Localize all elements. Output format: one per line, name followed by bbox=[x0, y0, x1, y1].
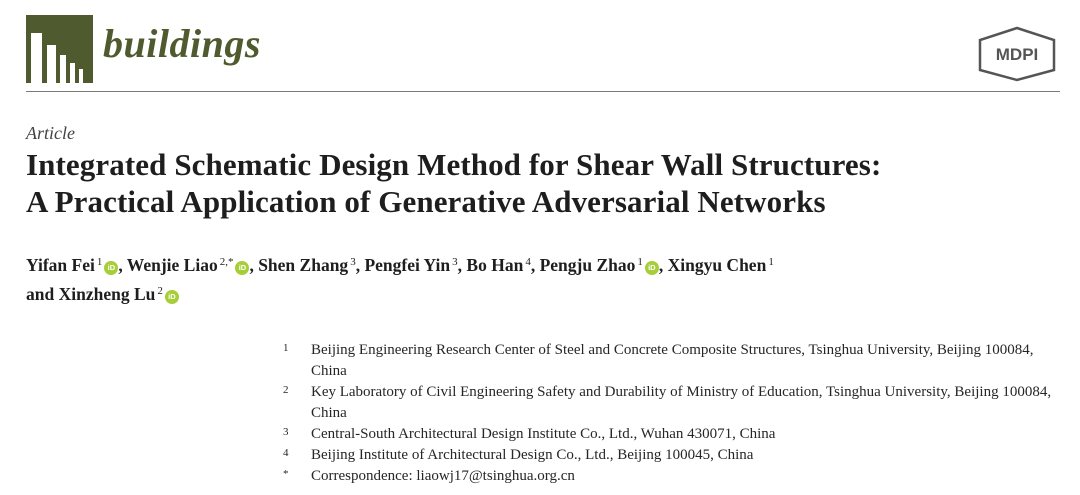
author-list bbox=[26, 249, 1066, 307]
author-affiliation-mark: 1 bbox=[96, 256, 103, 268]
author bbox=[668, 255, 774, 275]
affiliation-text: Beijing Institute of Architectural Design Co., Ltd., Beijing 100045, China bbox=[311, 447, 754, 463]
journal-building-logo bbox=[26, 15, 93, 83]
author-name: Pengfei Yin bbox=[364, 255, 451, 275]
author-separator: , bbox=[530, 255, 540, 275]
author-affiliation-mark: 3 bbox=[350, 256, 356, 268]
article-type: Article bbox=[26, 123, 75, 143]
affiliation-item bbox=[283, 382, 1063, 424]
author-name: Xinzheng Lu bbox=[58, 284, 156, 304]
author-name: Xingyu Chen bbox=[667, 255, 767, 275]
author-line-2 bbox=[26, 278, 1066, 307]
author-conjunction: and bbox=[26, 284, 59, 304]
title-line-1: Integrated Schematic Design Method for Shear Wall Structures: bbox=[26, 147, 882, 182]
affiliation-text: Key Laboratory of Civil Engineering Safety and Durability of Ministry of Education, Tsinghua University, Beijing 100084, China bbox=[311, 384, 1052, 421]
affiliation-mark: 1 bbox=[283, 342, 289, 354]
author-separator: , bbox=[118, 255, 127, 275]
author bbox=[466, 255, 530, 275]
affiliation-mark: 4 bbox=[283, 447, 289, 459]
affiliation-text: Correspondence: liaowj17@tsinghua.org.cn bbox=[311, 468, 575, 484]
orcid-icon[interactable]: iD bbox=[104, 261, 118, 275]
journal-header bbox=[0, 0, 1080, 92]
author-affiliation-mark: 2 bbox=[157, 285, 163, 297]
author bbox=[364, 255, 457, 275]
article-title bbox=[26, 146, 1066, 220]
author bbox=[540, 255, 659, 275]
author-affiliation-mark: 2,* bbox=[219, 256, 234, 268]
affiliation-mark: 2 bbox=[283, 384, 289, 396]
author-name: Bo Han bbox=[466, 255, 524, 275]
author-name: Pengju Zhao bbox=[539, 255, 636, 275]
orcid-icon[interactable]: iD bbox=[235, 261, 249, 275]
author bbox=[258, 255, 355, 275]
affiliation-mark: * bbox=[283, 468, 289, 480]
author bbox=[127, 255, 250, 275]
affiliation-item bbox=[283, 466, 1063, 487]
header-divider bbox=[26, 91, 1060, 92]
author-affiliation-mark: 1 bbox=[637, 256, 643, 268]
author-affiliation-mark: 1 bbox=[768, 256, 774, 268]
affiliation-text: Central-South Architectural Design Institute Co., Ltd., Wuhan 430071, China bbox=[311, 426, 776, 442]
affiliation-item bbox=[283, 424, 1063, 445]
author-name: Yifan Fei bbox=[26, 255, 95, 275]
affiliations-list bbox=[283, 340, 1063, 487]
title-line-2: A Practical Application of Generative Adversarial Networks bbox=[26, 184, 826, 219]
author-separator: , bbox=[457, 255, 467, 275]
affiliation-mark: 3 bbox=[283, 426, 289, 438]
orcid-icon[interactable]: iD bbox=[165, 290, 179, 304]
affiliation-item bbox=[283, 340, 1063, 382]
author-separator: , bbox=[658, 255, 668, 275]
author-separator: , bbox=[249, 255, 259, 275]
journal-name: buildings bbox=[103, 21, 261, 66]
publisher-name: MDPI bbox=[995, 45, 1039, 64]
orcid-icon[interactable]: iD bbox=[645, 261, 659, 275]
author-affiliation-mark: 3 bbox=[452, 256, 458, 268]
affiliation-item bbox=[283, 445, 1063, 466]
author bbox=[59, 284, 179, 304]
author bbox=[26, 255, 118, 275]
author-line-1 bbox=[26, 249, 1066, 278]
author-affiliation-mark: 4 bbox=[525, 256, 531, 268]
author-separator: , bbox=[355, 255, 365, 275]
affiliation-text: Beijing Engineering Research Center of Steel and Concrete Composite Structures, Tsinghua University, Beijing 100084, China bbox=[311, 342, 1034, 379]
author-name: Wenjie Liao bbox=[126, 255, 218, 275]
author-name: Shen Zhang bbox=[258, 255, 349, 275]
publisher-logo bbox=[976, 26, 1058, 82]
